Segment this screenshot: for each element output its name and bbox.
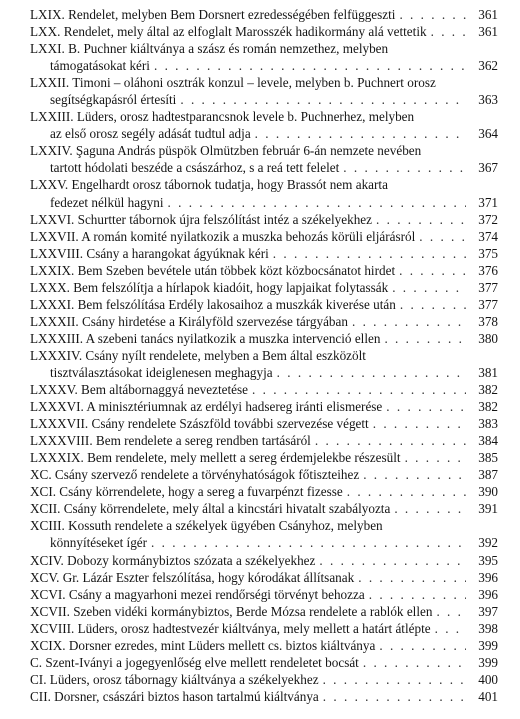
toc-entry-text: XCI. Csány körrendelete, hogy a sereg a fuvarpénzt fizesse — [30, 484, 343, 500]
toc-page-number: 364 — [478, 126, 498, 142]
toc-entry-title — [30, 483, 498, 500]
dot-leader — [323, 671, 466, 688]
dot-leader — [255, 125, 466, 142]
toc-entry-text: LXXVIII. Csány a harangokat ágyúknak kéri — [30, 245, 269, 261]
toc-entry-title — [30, 74, 498, 91]
toc-entry-title-continuation — [30, 364, 498, 381]
toc-entry — [30, 637, 498, 654]
dot-leader — [386, 398, 466, 415]
toc-entry-title — [30, 228, 498, 245]
toc-entry-text: fedezet nélkül hagyni — [50, 194, 164, 210]
toc-page-number: 371 — [478, 194, 498, 210]
toc-entry-text: LXXXVIII. Bem rendelete a sereg rendben tartásáról — [30, 433, 311, 449]
dot-leader — [252, 381, 466, 398]
toc-entry-title — [30, 569, 498, 586]
toc-entry — [30, 415, 498, 432]
toc-entry-title — [30, 449, 498, 466]
toc-entry-title — [30, 552, 498, 569]
toc-entry — [30, 569, 498, 586]
toc-entry-title — [30, 40, 498, 57]
toc-entry-text: LXXIX. Bem Szeben bevétele után többek közt közbocsánatot hirdet — [30, 262, 396, 278]
toc-entry-title — [30, 108, 498, 125]
dot-leader — [363, 466, 466, 483]
toc-entry — [30, 262, 498, 279]
toc-entry-title — [30, 500, 498, 517]
toc-entry-text: LXXIV. Şaguna András püspök Olmützben február 6-án nemzete nevében — [30, 143, 422, 159]
dot-leader — [315, 432, 466, 449]
toc-entry-title — [30, 415, 498, 432]
toc-entry-text: LXXIII. Lüders, orosz hadtestparancsnok levele b. Puchnerhez, melyben — [30, 109, 415, 125]
toc-entry — [30, 245, 498, 262]
toc-entry — [30, 330, 498, 347]
toc-page-number: 361 — [478, 24, 498, 40]
toc-entry-text: LXIX. Rendelet, melyben Bem Dorsnert ezredességében felfüggeszti — [30, 7, 396, 22]
dot-leader — [400, 296, 466, 313]
toc-entry-title-continuation — [30, 91, 498, 108]
dot-leader — [343, 159, 466, 176]
toc-entry-text: LXXII. Timoni – oláhoni osztrák konzul – levele, melyben b. Puchnert orosz — [30, 75, 436, 91]
toc-entry-text: CI. Lüders, orosz tábornagy kiáltványa a székelyekhez — [30, 671, 319, 687]
toc-entry-title — [30, 279, 498, 296]
toc-entry — [30, 586, 498, 603]
toc-entry — [30, 142, 498, 176]
dot-leader — [431, 23, 466, 40]
toc-entry-text: LXXV. Engelhardt orosz tábornok tudatja, hogy Brassót nem akarta — [30, 177, 388, 193]
dot-leader — [273, 245, 466, 262]
dot-leader — [376, 211, 466, 228]
toc-entry-title — [30, 637, 498, 654]
toc-entry-text: LXXVI. Schurtter tábornok újra felszólítást intéz a székelyekhez — [30, 211, 373, 227]
toc-page-number: 374 — [478, 228, 498, 244]
toc-entry-text: tisztválasztásokat ideiglenesen meghagyja — [50, 364, 273, 380]
toc-entry-title — [30, 23, 498, 40]
toc-entry — [30, 449, 498, 466]
toc-entry-text: LXXXIV. Csány nyílt rendelete, melyben a Bem által eszközölt — [30, 347, 366, 363]
toc-entry-title — [30, 245, 498, 262]
toc-entry-text: LXXX. Bem felszólítja a hírlapok kiadóit, hogy lapjaikat folytassák — [30, 279, 389, 295]
toc-entry-text: XCV. Gr. Lázár Eszter felszólítása, hogy kórodákat állítsanak — [30, 569, 355, 585]
toc-page-number: 376 — [478, 262, 498, 278]
toc-entry — [30, 620, 498, 637]
toc-entry — [30, 552, 498, 569]
toc-entry — [30, 654, 498, 671]
toc-page-number: 398 — [478, 620, 498, 636]
toc-page-number: 363 — [478, 92, 498, 108]
toc-entry — [30, 176, 498, 210]
toc-entry-text: segítségkapásról értesíti — [50, 92, 177, 108]
toc-entry-text: könnyítéseket ígér — [50, 535, 148, 551]
toc-entry-title — [30, 466, 498, 483]
toc-entry-text: LXXXIII. A szebeni tanács nyilatkozik a muszka intervenció ellen — [30, 330, 381, 346]
toc-entry-title — [30, 176, 498, 193]
toc-entry — [30, 23, 498, 40]
toc-entry-title — [30, 398, 498, 415]
toc-entry-text: C. Szent-Iványi a jogegyenlőség elve mellett rendeletet bocsát — [30, 654, 359, 670]
toc-page-number: 390 — [478, 484, 498, 500]
dot-leader — [180, 91, 466, 108]
toc-entry — [30, 347, 498, 381]
toc-entry — [30, 211, 498, 228]
toc-entry-text: XCVII. Szeben vidéki kormánybiztos, Berde Mózsa rendelete a rablók ellen — [30, 603, 433, 619]
toc-entry-text: LXXXII. Csány hirdetése a Királyföld szervezése tárgyában — [30, 313, 348, 329]
toc-page-number: 382 — [478, 399, 498, 415]
toc-entry — [30, 279, 498, 296]
toc-entry-text: tartott hódolati beszéde a császárhoz, s a reá tett felelet — [50, 160, 340, 176]
toc-entry — [30, 398, 498, 415]
toc-entry-text: LXXXVII. Csány rendelete Szászföld további szervezése végett — [30, 416, 369, 432]
dot-leader — [154, 57, 466, 74]
dot-leader — [379, 637, 466, 654]
dot-leader — [277, 364, 466, 381]
toc-entry-text: LXXXV. Bem altábornaggyá neveztetése — [30, 382, 249, 398]
toc-entry-text: CII. Dorsner, császári biztos hason tartalmú kiáltványa — [30, 688, 319, 704]
toc-entry — [30, 108, 498, 142]
toc-entry — [30, 671, 498, 688]
toc-page-number: 401 — [478, 688, 498, 704]
dot-leader — [373, 415, 466, 432]
toc-page-number: 378 — [478, 313, 498, 329]
toc-entry — [30, 74, 498, 108]
dot-leader — [319, 552, 466, 569]
toc-entry-title — [30, 654, 498, 671]
toc-entry-text: LXXVII. A román komité nyilatkozik a muszka behozás körüli eljárásról — [30, 228, 416, 244]
toc-entry — [30, 40, 498, 74]
dot-leader — [394, 500, 466, 517]
toc-entry — [30, 466, 498, 483]
toc-page-number: 391 — [478, 501, 498, 517]
toc-entry-title — [30, 262, 498, 279]
toc-entry-title — [30, 688, 498, 705]
dot-leader — [151, 534, 466, 551]
toc-entry-text: XCIV. Dobozy kormánybiztos szózata a székelyekhez — [30, 552, 316, 568]
dot-leader — [323, 688, 466, 705]
toc-entry — [30, 296, 498, 313]
toc-entry-title-continuation — [30, 125, 498, 142]
toc-entry-title — [30, 671, 498, 688]
toc-entry — [30, 381, 498, 398]
toc-entry-title — [30, 603, 498, 620]
toc-entry-text: XCIX. Dorsner ezredes, mint Lüders mellett cs. biztos kiáltványa — [30, 637, 376, 653]
toc-entry-text: XCIII. Kossuth rendelete a székelyek ügyében Csányhoz, melyben — [30, 518, 383, 534]
toc-entry-text: XCVIII. Lüders, orosz hadtestvezér kiáltványa, mely mellett a határt átlépte — [30, 620, 431, 636]
toc-entry — [30, 483, 498, 500]
toc-page-number: 361 — [478, 7, 498, 22]
toc-entry-title — [30, 586, 498, 603]
dot-leader — [392, 279, 466, 296]
toc-entry-title-continuation — [30, 159, 498, 176]
dot-leader — [352, 313, 466, 330]
toc-entry-title — [30, 347, 498, 364]
toc-page-number: 380 — [478, 330, 498, 346]
dot-leader — [419, 228, 466, 245]
toc-entry-title — [30, 432, 498, 449]
dot-leader — [363, 654, 466, 671]
toc-page-number: 396 — [478, 586, 498, 602]
toc-page-number: 367 — [478, 160, 498, 176]
toc-entry — [30, 500, 498, 517]
toc-page-number: 383 — [478, 416, 498, 432]
toc-page-number: 377 — [478, 296, 498, 312]
toc-entry-text: az első orosz segély adását tudtul adja — [50, 126, 251, 142]
toc-page-number: 397 — [478, 603, 498, 619]
toc-entry — [30, 313, 498, 330]
dot-leader — [405, 449, 466, 466]
toc-page-number: 392 — [478, 535, 498, 551]
dot-leader — [369, 586, 466, 603]
toc-entry — [30, 517, 498, 551]
toc-page-number: 400 — [478, 671, 498, 687]
toc-entry-text: LXXXVI. A minisztériumnak az erdélyi hadsereg iránti elismerése — [30, 399, 383, 415]
toc-entry-title — [30, 296, 498, 313]
dot-leader — [399, 262, 466, 279]
toc-entry-text: XC. Csány szervező rendelete a törvényhatóságok főtiszteihez — [30, 467, 360, 483]
toc-entry — [30, 688, 498, 705]
toc-entry-title — [30, 620, 498, 637]
toc-entry-title-continuation — [30, 57, 498, 74]
toc-entry-title-continuation — [30, 534, 498, 551]
toc-entry-text: LXXXI. Bem felszólítása Erdély lakosaihoz a muszkák kiverése után — [30, 296, 396, 312]
toc-entry-title — [30, 517, 498, 534]
toc-entry-title — [30, 142, 498, 159]
toc-entry-title — [30, 6, 498, 23]
toc-entry-title — [30, 330, 498, 347]
dot-leader — [347, 483, 466, 500]
toc-page-number: 375 — [478, 245, 498, 261]
toc-page-number: 362 — [478, 58, 498, 74]
toc-entry-text: támogatásokat kéri — [50, 58, 150, 74]
toc-entry-text: LXXI. B. Puchner kiáltványa a szász és román nemzethez, melyben — [30, 41, 389, 57]
dot-leader — [384, 330, 466, 347]
toc-page-number: 377 — [478, 279, 498, 295]
toc-page-number: 387 — [478, 467, 498, 483]
dot-leader — [436, 603, 466, 620]
toc-entry-text: XCVI. Csány a magyarhoni mezei rendőrségi törvényt behozza — [30, 586, 365, 602]
toc-page-number: 395 — [478, 552, 498, 568]
toc-page-number: 396 — [478, 569, 498, 585]
toc-entry-title — [30, 211, 498, 228]
toc-page-number: 385 — [478, 450, 498, 466]
dot-leader — [358, 569, 466, 586]
dot-leader — [435, 620, 466, 637]
toc-entry-text: LXXXIX. Bem rendelete, mely mellett a sereg érdemjelekbe részesült — [30, 450, 401, 466]
toc-entry-title-continuation — [30, 194, 498, 211]
toc-entry-text: XCII. Csány körrendelete, mely által a kincstári hivatalt szabályozta — [30, 501, 391, 517]
toc-page-number: 399 — [478, 637, 498, 653]
toc-page-number: 381 — [478, 364, 498, 380]
toc-entry — [30, 603, 498, 620]
toc-page-number: 372 — [478, 211, 498, 227]
dot-leader — [168, 194, 466, 211]
dot-leader — [399, 6, 466, 23]
toc-entry — [30, 228, 498, 245]
table-of-contents — [30, 6, 498, 705]
toc-entry-text: LXX. Rendelet, mely által az elfoglalt Marosszék hadikormány alá vettetik — [30, 24, 427, 40]
toc-entry-title — [30, 313, 498, 330]
toc-page-number: 384 — [478, 433, 498, 449]
toc-entry-title — [30, 381, 498, 398]
toc-entry — [30, 6, 498, 23]
toc-page-number: 382 — [478, 382, 498, 398]
toc-page-number: 399 — [478, 654, 498, 670]
toc-entry — [30, 432, 498, 449]
